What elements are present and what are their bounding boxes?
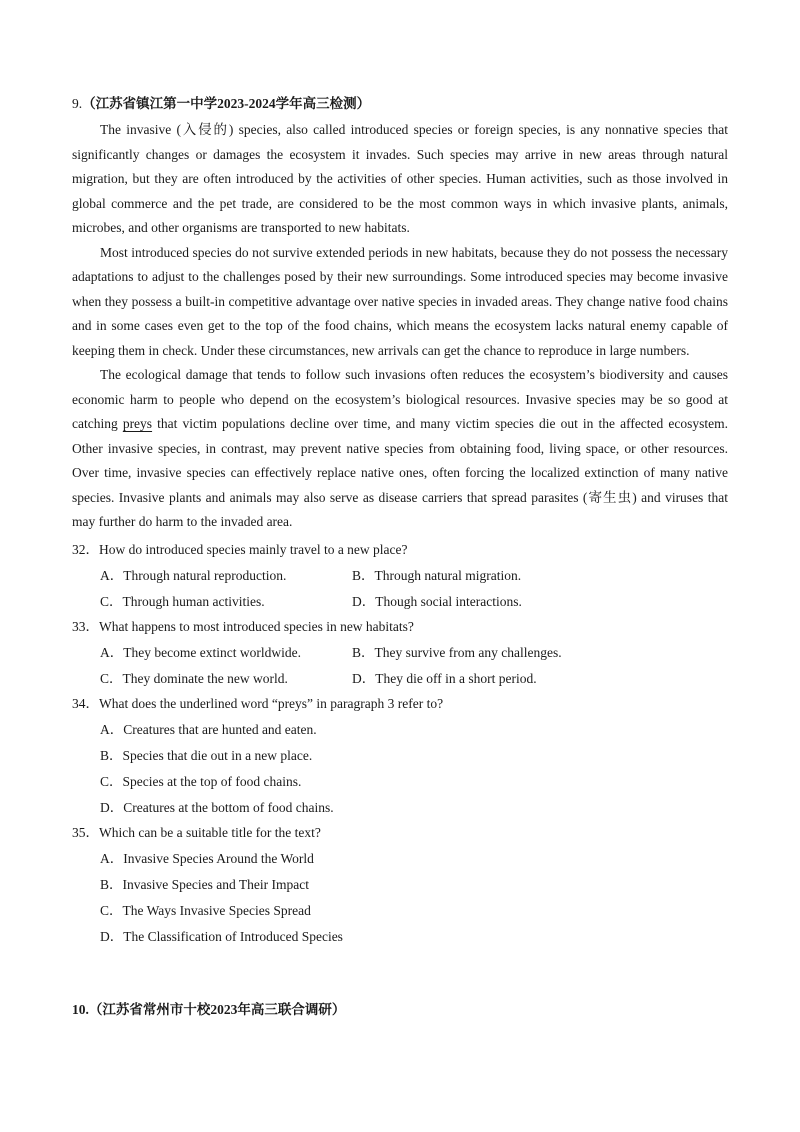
question-33-stem: 33．What happens to most introduced species in new habitats? — [72, 618, 414, 634]
question-34-options — [100, 714, 728, 818]
section-source: （江苏省镇江第一中学2023-2024学年高三检测） — [82, 96, 371, 111]
question-34-stem: 34．What does the underlined word “preys” in paragraph 3 refer to? — [72, 695, 444, 711]
option-d: D．Creatures at the bottom of food chains. — [100, 799, 334, 815]
option-a: A．Creatures that are hunted and eaten. — [100, 721, 317, 737]
option-d: D．The Classification of Introduced Species — [100, 928, 343, 944]
option-d: D．Though social interactions. — [352, 593, 522, 609]
paragraph-3-part-b: that victim populations decline over time, and many victim species die out in the affected ecosystem. Other invasive species, in contrast, may prevent native species from obtaining food, living space, or other resources. Over time, invasive species can effectively replace native ones, often forcing the localized extinction of many native species. Invasive plants and animals may also serve as disease carriers that spread parasites (寄生虫) and viruses that may further do harm to the invaded area. — [72, 416, 728, 529]
passage-paragraph-3 — [72, 363, 728, 535]
section-10-heading: 10.（江苏省常州市十校2023年高三联合调研） — [72, 1002, 346, 1017]
question-35-options — [100, 843, 728, 947]
option-b: B．Species that die out in a new place. — [100, 747, 313, 763]
option-c: C．The Ways Invasive Species Spread — [100, 902, 311, 918]
section-heading — [72, 94, 728, 114]
option-c: C．They dominate the new world. — [100, 670, 288, 686]
option-c: C．Through human activities. — [100, 593, 265, 609]
paragraph-3-part-a: The ecological damage that tends to follow such invasions often reduces the ecosystem’s biodiversity and causes economic harm to people who depend on the ecosystem’s biological resources. Invasive species may be so good at catching — [72, 367, 728, 431]
option-a: A．Invasive Species Around the World — [100, 850, 314, 866]
option-a: A．They become extinct worldwide. — [100, 644, 301, 660]
option-b: B．Through natural migration. — [352, 567, 522, 583]
option-c: C．Species at the top of food chains. — [100, 773, 302, 789]
option-a: A．Through natural reproduction. — [100, 567, 287, 583]
question-32-options — [100, 560, 728, 612]
passage-paragraph-1: The invasive (入侵的) species, also called introduced species or foreign species, is any nonnative species that significantly changes or damages the ecosystem it invades. Such species may arrive in new areas through natural migration, but they are often introduced by the activities of other species. Human activities, such as those involved in global commerce and the pet trade, are considered to be the most common ways in which invasive plants, animals, microbes, and other organisms are transported to new habitats. — [72, 122, 728, 235]
option-b: B．They survive from any challenges. — [352, 644, 562, 660]
underlined-word: preys — [122, 416, 153, 431]
question-32-stem: 32．How do introduced species mainly travel to a new place? — [72, 541, 408, 557]
passage-paragraph-2: Most introduced species do not survive extended periods in new habitats, because they do not possess the necessary adaptations to adjust to the challenges posed by their new surroundings. Some introduced species may become invasive when they possess a built-in competitive advantage over native species in invaded areas. They change native food chains and in some cases even get to the top of the food chains, which means the ecosystem lacks natural enemy capable of keeping them in check. Under these circumstances, new arrivals can get the chance to reproduce in large numbers. — [72, 244, 728, 358]
question-33-options — [100, 637, 728, 689]
document-page — [72, 94, 728, 947]
section-number: 9. — [72, 96, 83, 111]
option-b: B．Invasive Species and Their Impact — [100, 876, 309, 892]
question-35-stem: 35．Which can be a suitable title for the text? — [72, 824, 321, 840]
option-d: D．They die off in a short period. — [352, 670, 537, 686]
